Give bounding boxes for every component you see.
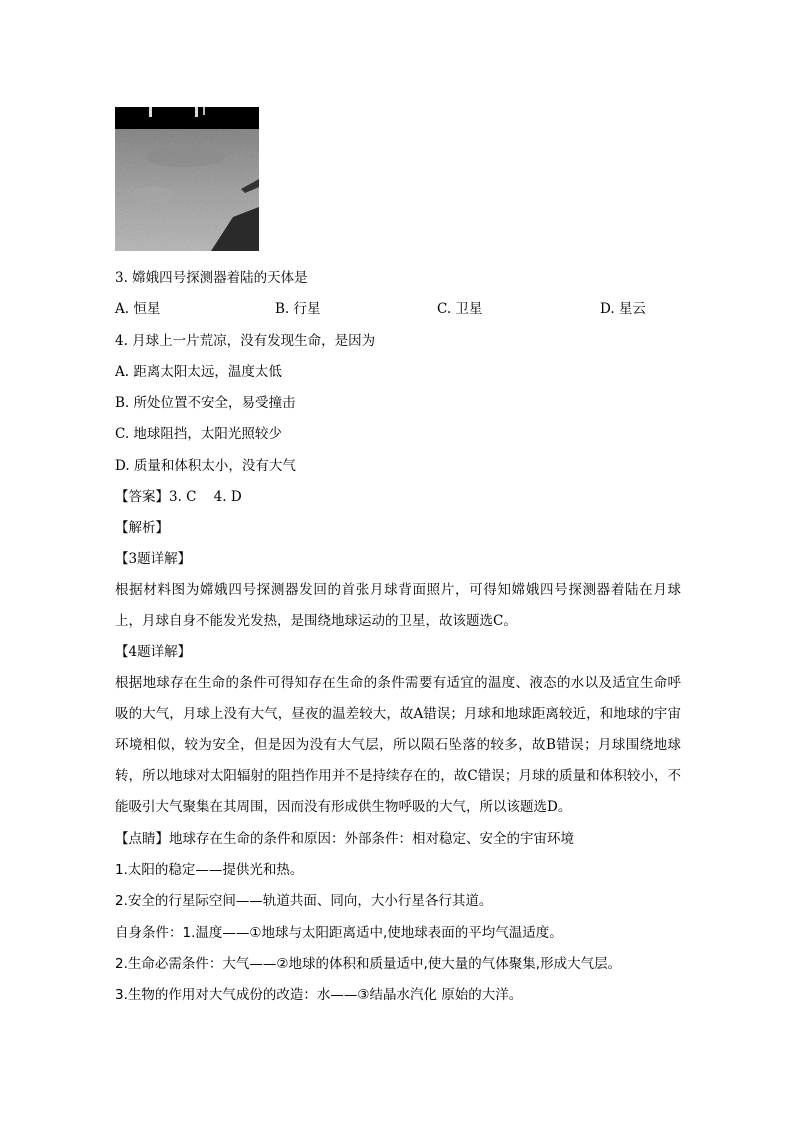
question-4-option-c: C. 地球阻挡，太阳光照较少 [115, 426, 282, 442]
question-4-option-b: B. 所处位置不安全，易受撞击 [115, 395, 296, 411]
question-3-stem: 3. 嫦娥四号探测器着陆的天体是 [115, 270, 308, 286]
lunar-surface-photo [115, 107, 259, 251]
analysis-heading: 【解析】 [115, 520, 169, 536]
tips-item-4: 2.生命必需条件：大气——②地球的体积和质量适中,使大量的气体聚集,形成大气层。 [115, 956, 622, 972]
question-4-option-a: A. 距离太阳太远，温度太低 [115, 364, 282, 380]
question-3-detail-text: 根据材料图为嫦娥四号探测器发回的首张月球背面照片，可得知嫦娥四号探测器着陆在月球上，月球自身不能发光发热，是围绕地球运动的卫星，故该题选C。 [115, 582, 681, 629]
question-4-stem: 4. 月球上一片荒凉，没有发现生命，是因为 [115, 333, 376, 349]
question-4-option-d: D. 质量和体积太小，没有大气 [115, 458, 296, 474]
tips-item-1: 1.太阳的稳定——提供光和热。 [115, 862, 304, 878]
question-3-option-b: B. 行星 [275, 301, 321, 317]
question-3-option-c: C. 卫星 [437, 301, 483, 317]
question-3-detail-heading: 【3题详解】 [115, 551, 192, 567]
tips-intro: 【点睛】地球存在生命的条件和原因：外部条件：相对稳定、安全的宇宙环境 [115, 831, 574, 847]
tips-item-5: 3.生物的作用对大气成份的改造：水——③结晶水汽化 原始的大洋。 [115, 987, 523, 1003]
question-3-option-a: A. 恒星 [115, 301, 161, 317]
question-4-detail-text: 根据地球存在生命的条件可得知存在生命的条件需要有适宜的温度、液态的水以及适宜生命呼吸的大气，月球上没有大气，昼夜的温差较大，故A错误；月球和地球距离较近，和地球的宇宙环境相似，较为安全，但是因为没有大气层，所以陨石坠落的较多，故B错误；月球围绕地球转，所以地球对太阳辐射的阻挡作用并不是持续存在的，故C错误；月球的质量和体积较小，不能吸引大气聚集在其周围，因而没有形成供生物呼吸的大气，所以该题选D。 [115, 675, 681, 815]
answer-line: 【答案】3. C 4. D [115, 489, 242, 505]
question-4-detail-heading: 【4题详解】 [115, 644, 192, 660]
tips-item-3: 自身条件：1.温度——①地球与太阳距离适中,使地球表面的平均气温适度。 [115, 925, 563, 941]
question-3-option-d: D. 星云 [600, 301, 646, 317]
lunar-surface-image [115, 107, 259, 251]
tips-item-2: 2.安全的行星际空间——轨道共面、同向，大小行星各行其道。 [115, 893, 493, 909]
